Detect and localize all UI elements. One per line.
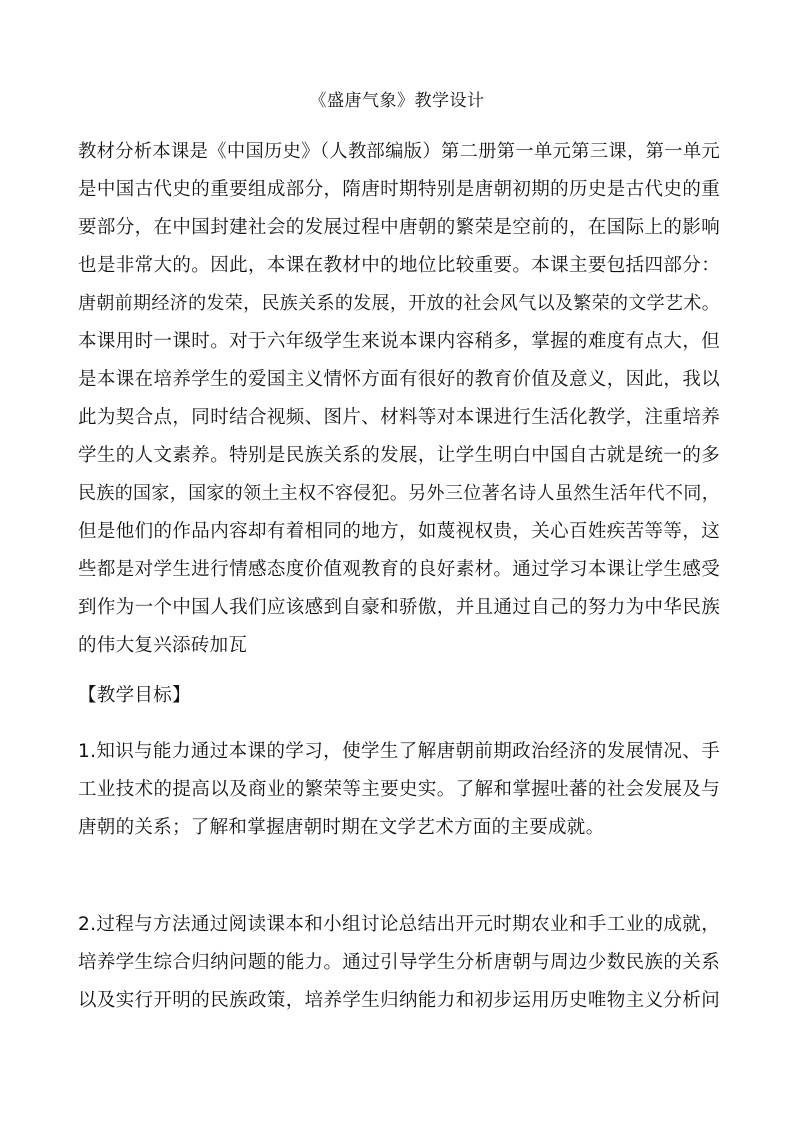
document-title: 《盛唐气象》教学设计: [309, 91, 485, 111]
paragraph-line: 工业技术的提高以及商业的繁荣等主要史实。了解和掌握吐蕃的社会发展及与: [78, 779, 720, 800]
paragraph-line: 以及实行开明的民族政策，培养学生归纳能力和初步运用历史唯物主义分析问: [78, 990, 720, 1011]
paragraph-line: 要部分，在中国封建社会的发展过程中唐朝的繁荣是空前的，在国际上的影响: [78, 217, 720, 238]
paragraph-line: 1.知识与能力通过本课的学习，使学生了解唐朝前期政治经济的发展情况、手: [78, 741, 720, 762]
paragraph-line: 但是他们的作品内容却有着相同的地方，如蔑视权贵，关心百姓疾苦等等，这: [78, 521, 720, 542]
paragraph-line: 本课用时一课时。对于六年级学生来说本课内容稍多，掌握的难度有点大，但: [78, 331, 720, 352]
paragraph-line: 也是非常大的。因此，本课在教材中的地位比较重要。本课主要包括四部分：: [78, 255, 720, 276]
paragraph-line: 到作为一个中国人我们应该感到自豪和骄傲，并且通过自己的努力为中华民族: [78, 597, 720, 618]
objectives-heading: 【教学目标】: [78, 685, 191, 706]
paragraph-line: 唐朝的关系；了解和掌握唐朝时期在文学艺术方面的主要成就。: [78, 817, 605, 838]
paragraph-line: 2.过程与方法通过阅读课本和小组讨论总结出开元时期农业和手工业的成就，: [78, 914, 720, 935]
paragraph-line: 是本课在培养学生的爱国主义情怀方面有很好的教育价值及意义，因此，我以: [78, 369, 720, 390]
paragraph-line: 教材分析本课是《中国历史》（人教部编版）第二册第一单元第三课，第一单元: [78, 141, 720, 162]
paragraph-line: 学生的人文素养。特别是民族关系的发展，让学生明白中国自古就是统一的多: [78, 445, 720, 466]
paragraph-line: 培养学生综合归纳问题的能力。通过引导学生分析唐朝与周边少数民族的关系: [78, 952, 720, 973]
paragraph-line: 唐朝前期经济的发荣，民族关系的发展，开放的社会风气以及繁荣的文学艺术。: [78, 293, 720, 314]
paragraph-line: 些都是对学生进行情感态度价值观教育的良好素材。通过学习本课让学生感受: [78, 559, 720, 580]
paragraph-line: 是中国古代史的重要组成部分，隋唐时期特别是唐朝初期的历史是古代史的重: [78, 179, 720, 200]
paragraph-line: 的伟大复兴添砖加瓦: [78, 635, 248, 656]
paragraph-line: 此为契合点，同时结合视频、图片、材料等对本课进行生活化教学，注重培养: [78, 407, 720, 428]
paragraph-line: 民族的国家，国家的领土主权不容侵犯。另外三位著名诗人虽然生活年代不同，: [78, 483, 720, 504]
